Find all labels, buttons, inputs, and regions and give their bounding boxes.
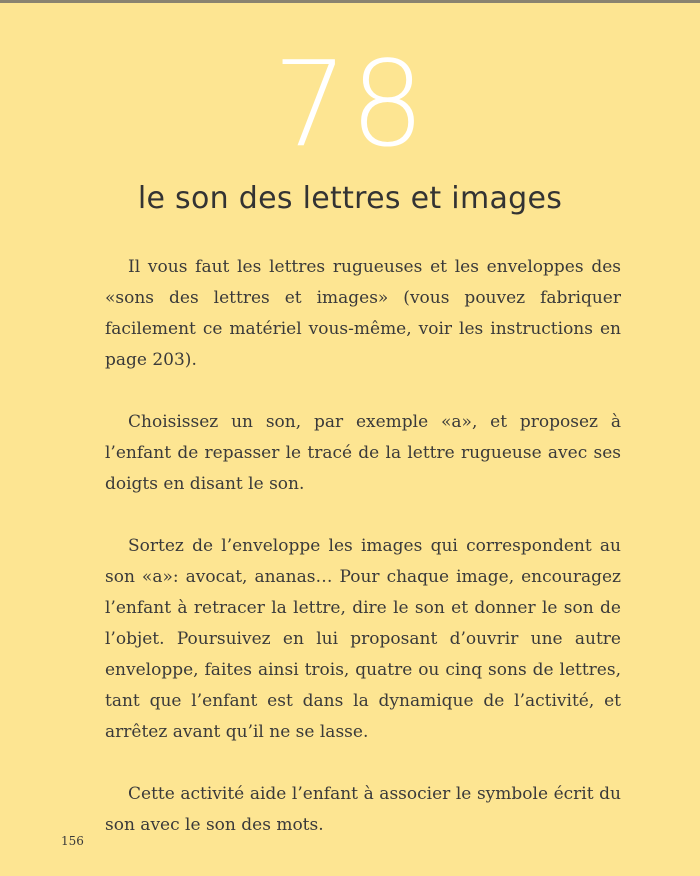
- body-text: [105, 252, 621, 872]
- paragraph-images: Sortez de l’enveloppe les images qui correspondent au son «a»: avocat, ananas… Pour chaque image, encouragez l’enfant à retracer la lettre, dire le son et donner le son de l’objet. Poursuivez en lui proposant d’ouvrir une autre enveloppe, faites ainsi trois, quatre ou cinq sons de lettres, tant que l’enfant est dans la dynamique de l’activité, et arrêtez avant qu’il ne se lasse.: [105, 536, 621, 742]
- paragraph-purpose: Cette activité aide l’enfant à associer le symbole écrit du son avec le son des mots.: [105, 784, 621, 835]
- page-number: 156: [61, 834, 84, 848]
- paragraph-choose-sound: Choisissez un son, par exemple «a», et proposez à l’enfant de repasser le tracé de la lettre rugueuse avec ses doigts en disant le son.: [105, 412, 621, 494]
- page-title: le son des lettres et images: [137, 181, 563, 216]
- paragraph-materials: Il vous faut les lettres rugueuses et les enveloppes des «sons des lettres et images» (vous pouvez fabriquer facilement ce matériel vous-même, voir les instructions en page 203).: [105, 257, 621, 370]
- activity-number: 78: [272, 35, 428, 173]
